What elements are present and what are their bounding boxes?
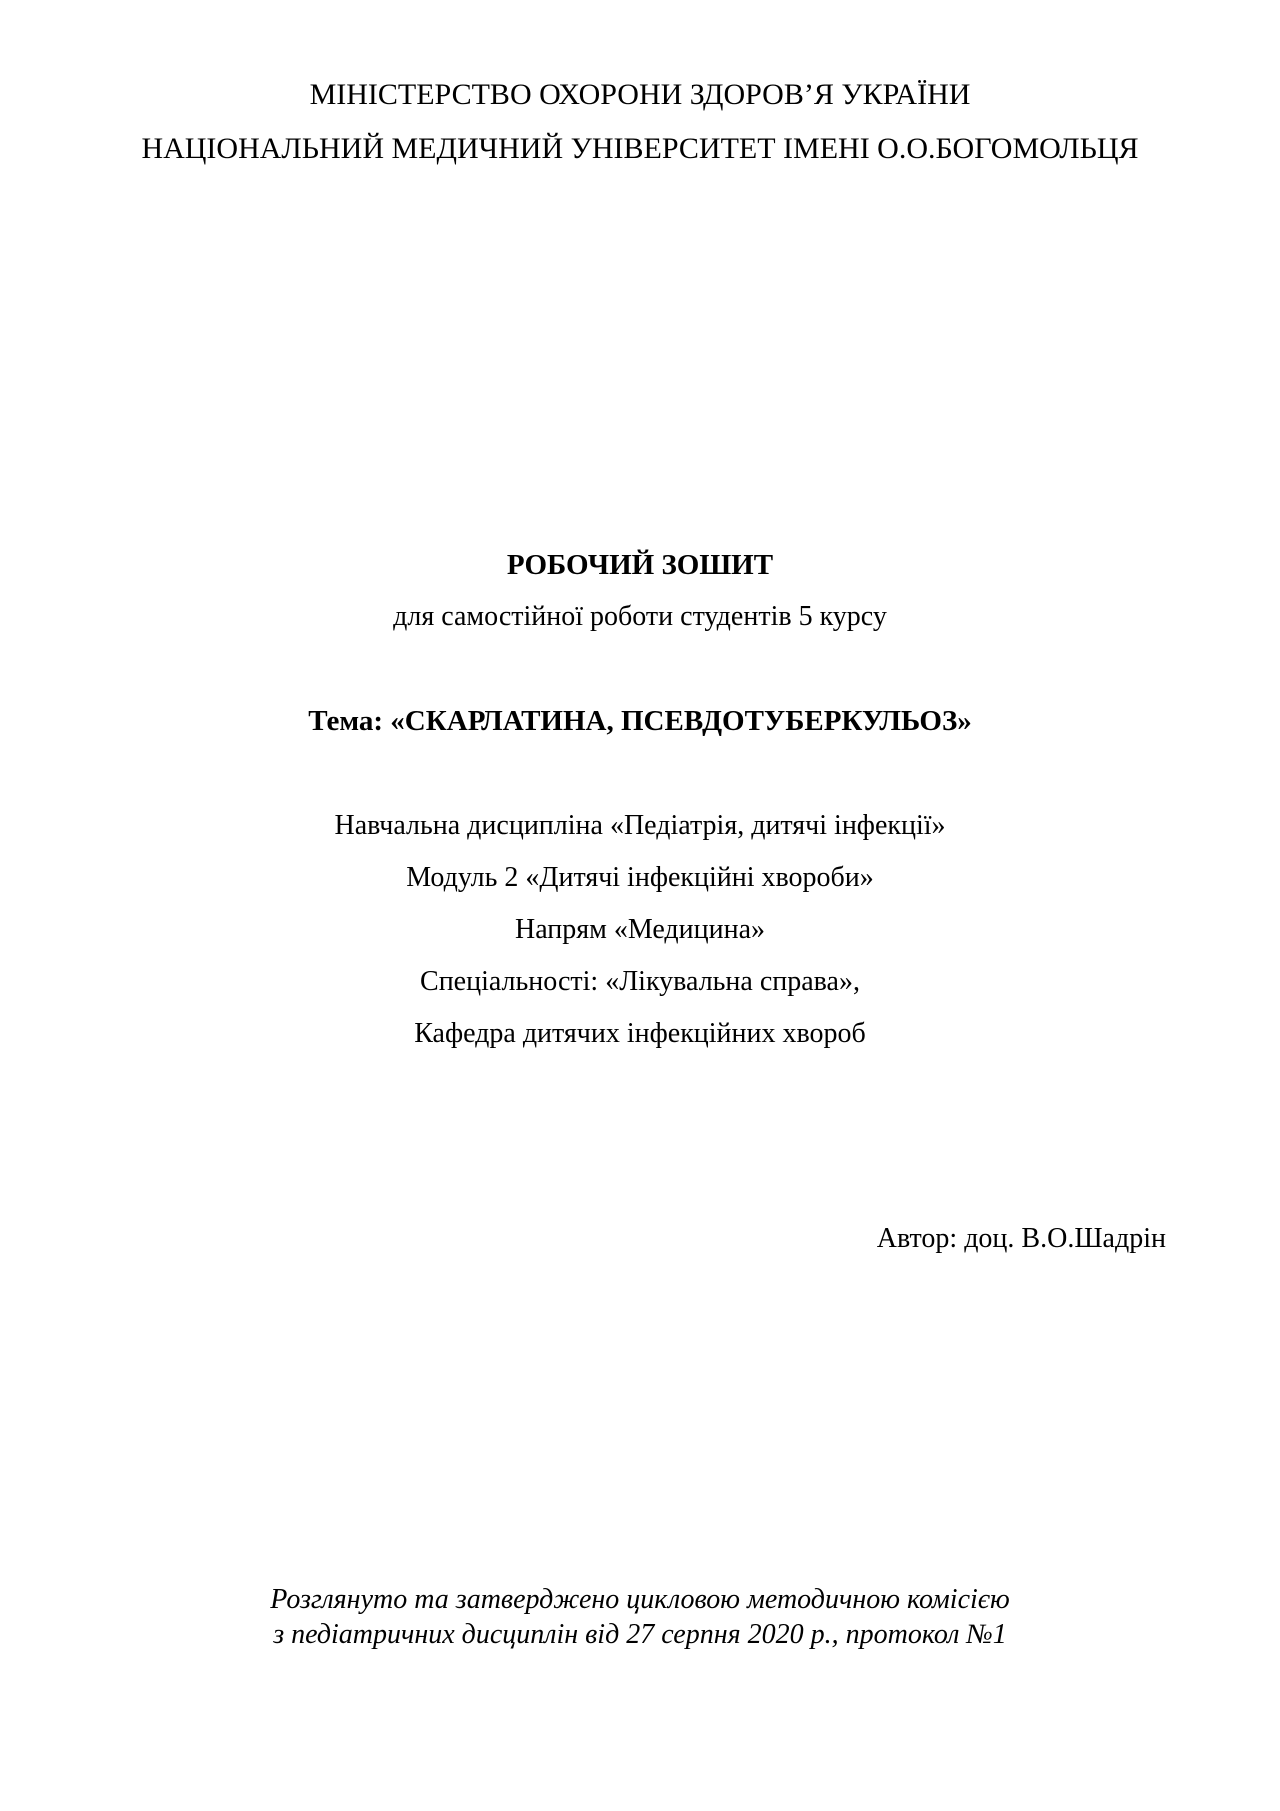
university-name: НАЦІОНАЛЬНИЙ МЕДИЧНИЙ УНІВЕРСИТЕТ ІМЕНІ О.О.БОГОМОЛЬЦЯ [141, 132, 1139, 165]
document-title: РОБОЧИЙ ЗОШИТ [506, 549, 774, 581]
direction-line: Напрям «Медицина» [514, 914, 766, 945]
author-line: Автор: доц. В.О.Шадрін [876, 1223, 1166, 1254]
specialties-line: Спеціальності: «Лікувальна справа», [420, 966, 860, 997]
topic-heading: Тема: «СКАРЛАТИНА, ПСЕВДОТУБЕРКУЛЬОЗ» [308, 705, 972, 737]
module-line: Модуль 2 «Дитячі інфекційні хвороби» [406, 862, 874, 893]
department-line: Кафедра дитячих інфекційних хвороб [414, 1018, 866, 1049]
discipline-line: Навчальна дисципліна «Педіатрія, дитячі інфекції» [334, 810, 946, 841]
approval-line-2: з педіатричних дисциплін від 27 серпня 2020 р., протокол №1 [273, 1619, 1007, 1650]
document-subtitle: для самостійної роботи студентів 5 курсу [393, 601, 887, 632]
ministry-name: МІНІСТЕРСТВО ОХОРОНИ ЗДОРОВ’Я УКРАЇНИ [309, 78, 971, 111]
approval-line-1: Розглянуто та затверджено цикловою методичною комісією [270, 1584, 1010, 1615]
